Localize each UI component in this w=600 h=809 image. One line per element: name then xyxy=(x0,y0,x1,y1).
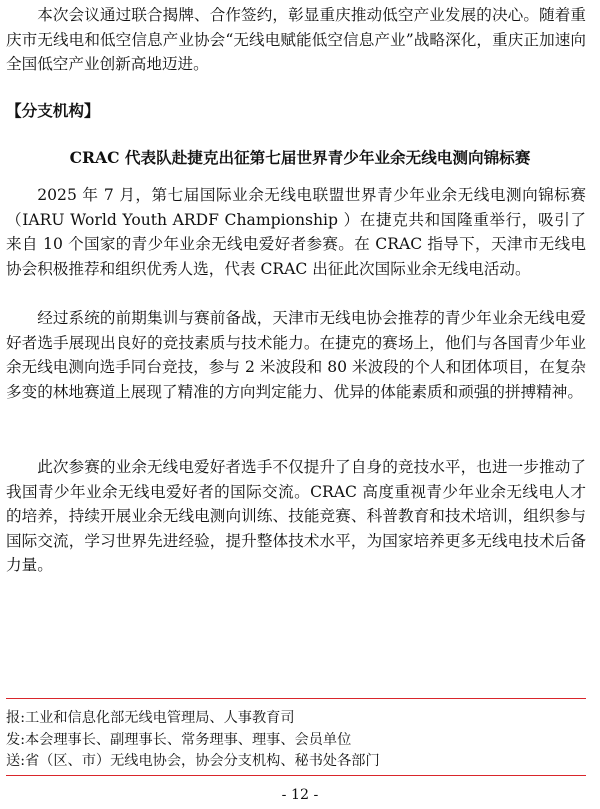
intro-paragraph: 本次会议通过联合揭牌、合作签约，彰显重庆推动低空产业发展的决心。随着重庆市无线电和低空信息产业协会“无线电赋能低空信息产业”战略深化，重庆正加速向全国低空产业创新高地迈进。 xyxy=(6,6,586,73)
deliver-recipients: 省（区、市）无线电协会，协会分支机构、秘书处各部门 xyxy=(24,753,380,769)
report-label: 报: xyxy=(6,710,25,726)
distribution-top-rule xyxy=(6,698,586,699)
report-recipients: 工业和信息化部无线电管理局、人事教育司 xyxy=(24,710,295,726)
send-label: 发: xyxy=(6,731,25,748)
send-recipients: 本会理事长、副理事长、常务理事、理事、会员单位 xyxy=(24,731,352,748)
section-heading: 【分支机构】 xyxy=(6,101,100,120)
distribution-bottom-rule xyxy=(6,775,586,776)
article-title: CRAC 代表队赴捷克出征第七届世界青少年业余无线电测向锦标赛 xyxy=(69,148,531,167)
distribution-list xyxy=(6,708,586,773)
article-paragraph-2: 经过系统的前期集训与赛前备战，天津市无线电协会推荐的青少年业余无线电爱好者选手展现出良好的竞技素质与技术能力。在捷克的赛场上，他们与各国青少年业余无线电测向选手同台竞技，参与 2 米波段和 80 米波段的个人和团体项目，在复杂多变的林地赛道上展现了精准的方向判定能力、优异的体能素质和顽强的拼搏精神。 xyxy=(6,309,586,401)
page-number: - 12 - xyxy=(281,787,319,803)
article-paragraph-1: 2025 年 7 月，第七届国际业余无线电联盟世界青少年业余无线电测向锦标赛（IARU World Youth ARDF Championship ）在捷克共和国隆重举行，吸引了来自 10 个国家的青少年业余无线电爱好者参赛。在 CRAC 指导下，天津市无线电协会积极推荐和组织优秀人选，代表 CRAC 出征此次国际业余无线电活动。 xyxy=(6,186,586,278)
distribution-report-row xyxy=(6,708,586,730)
distribution-deliver-row xyxy=(6,751,586,773)
article-paragraph-3: 此次参赛的业余无线电爱好者选手不仅提升了自身的竞技水平，也进一步推动了我国青少年业余无线电爱好者的国际交流。CRAC 高度重视青少年业余无线电人才的培养，持续开展业余无线电测向训练、技能竞赛、科普教育和技术培训，组织参与国际交流，学习世界先进经验，提升整体技术水平，为国家培养更多无线电技术后备力量。 xyxy=(6,458,586,574)
deliver-label: 送: xyxy=(6,753,25,769)
distribution-send-row xyxy=(6,730,586,752)
